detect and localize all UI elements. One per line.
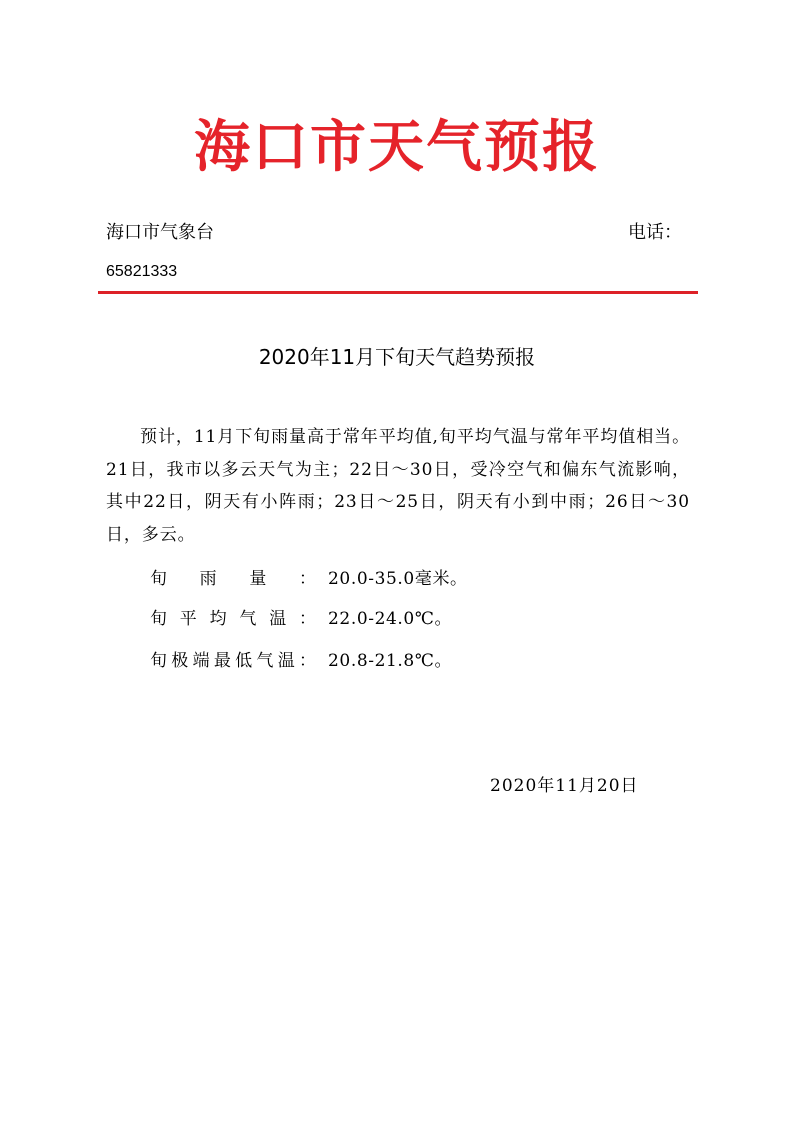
organization-name: 海口市气象台	[106, 222, 214, 243]
phone-number: 65821333	[106, 263, 178, 280]
issue-date: 2020年11月20日	[490, 776, 639, 796]
report-body: 预计，11月下旬雨量高于常年平均值,旬平均气温与常年平均值相当。21日，我市以多云天气为主；22日～30日，受冷空气和偏东气流影响，其中22日，阴天有小阵雨；23日～25日，阴天有小到中雨；26日～30日，多云。	[106, 427, 690, 545]
stat-label: 旬雨量：	[150, 569, 316, 589]
stat-value: 20.8-21.8℃。	[328, 651, 453, 671]
report-title: 2020年11月下旬天气趋势预报	[258, 345, 536, 369]
stat-value: 22.0-24.0℃。	[328, 609, 453, 629]
masthead-title: 海口市天气预报	[194, 115, 600, 180]
header-divider	[98, 291, 698, 294]
stat-min-temperature	[150, 648, 452, 674]
phone-label: 电话：	[628, 222, 682, 243]
stat-rainfall	[150, 566, 468, 592]
stat-label: 旬极端最低气温：	[150, 651, 316, 671]
stat-mean-temperature	[150, 606, 452, 632]
stat-value: 20.0-35.0毫米。	[328, 569, 468, 589]
stat-label: 旬平均气温：	[150, 609, 316, 629]
